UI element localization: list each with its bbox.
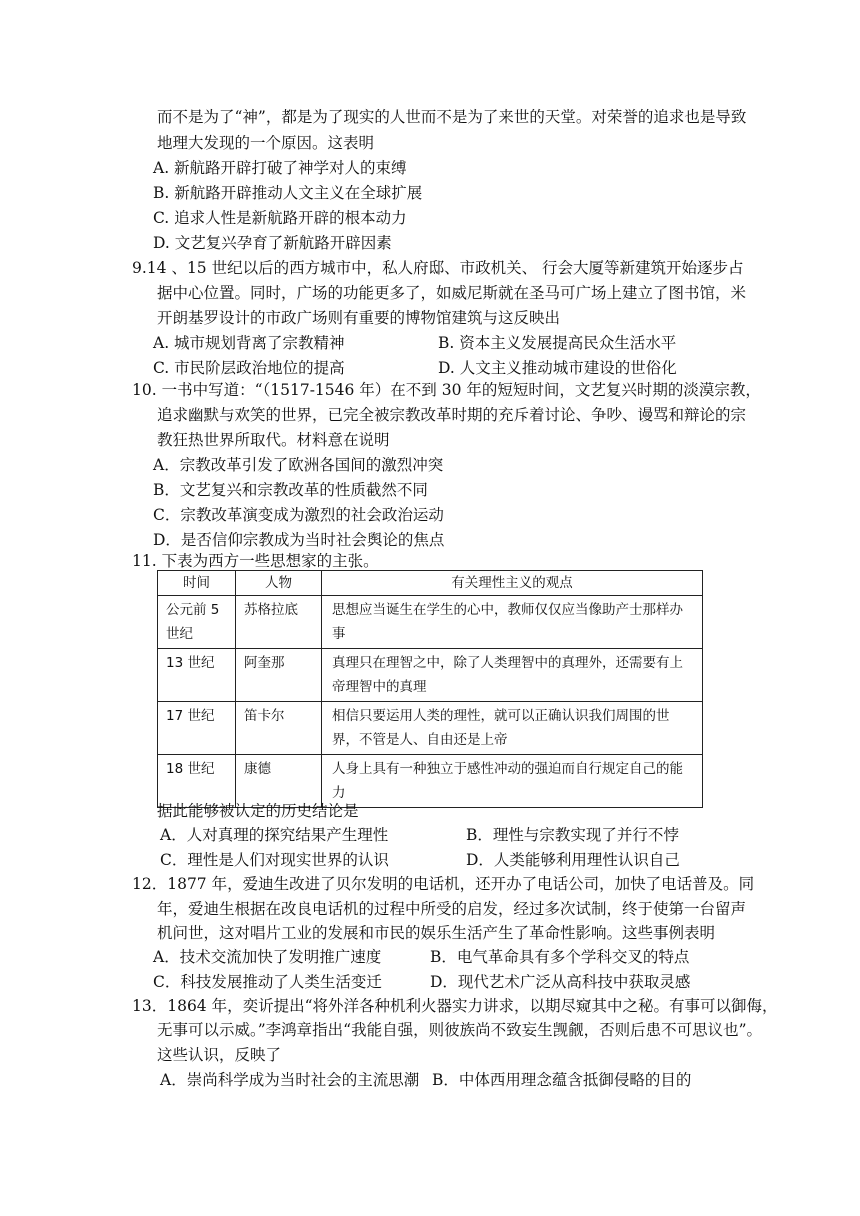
q11-option-a: A．人对真理的探究结果产生理性 (160, 826, 389, 844)
cell-time: 17 世纪 (158, 702, 236, 755)
thinkers-table (157, 570, 703, 808)
q13-stem-line-2: 无事可以示威。”李鸿章指出“我能自强，则彼族尚不致妄生觊觎，否则后患不可思议也”。 (157, 1021, 763, 1039)
q10-option-b: B．文艺复兴和宗教改革的性质截然不同 (153, 481, 428, 499)
q9-stem-line-2: 据中心位置。同时，广场的功能更多了，如威尼斯就在圣马可广场上建立了图书馆，米 (157, 284, 747, 302)
q11-follow-up: 据此能够被认定的历史结论是 (157, 802, 359, 820)
q10-option-a: A．宗教改革引发了欧洲各国间的激烈冲突 (153, 456, 444, 474)
column-header-time: 时间 (158, 571, 236, 596)
q8-stem-line-1: 而不是为了“神”，都是为了现实的人世而不是为了来世的天堂。对荣誉的追求也是导致 (157, 108, 747, 126)
q9-option-c: C. 市民阶层政治地位的提高 (153, 359, 345, 377)
column-header-view: 有关理性主义的观点 (322, 571, 703, 596)
q12-option-c: C．科技发展推动了人类生活变迁 (153, 973, 382, 991)
q9-option-b: B. 资本主义发展提高民众生活水平 (438, 334, 677, 352)
q12-option-b: B．电气革命具有多个学科交叉的特点 (430, 948, 690, 966)
table-header-row (158, 571, 703, 596)
cell-person: 阿奎那 (236, 649, 322, 702)
cell-time: 公元前 5 世纪 (158, 596, 236, 649)
q8-option-b: B. 新航路开辟推动人文主义在全球扩展 (153, 184, 423, 202)
q12-stem-line-1: 12．1877 年，爱迪生改进了贝尔发明的电话机，还开办了电话公司，加快了电话普及。同 (132, 875, 755, 893)
q12-stem-line-3: 机问世，这对唱片工业的发展和市民的娱乐生活产生了革命性影响。这些事例表明 (157, 924, 716, 942)
q8-option-d: D. 文艺复兴孕育了新航路开辟因素 (153, 234, 392, 252)
q11-stem: 11. 下表为西方一些思想家的主张。 (132, 552, 379, 570)
cell-view: 真理只在理智之中，除了人类理智中的真理外，还需要有上帝理智中的真理 (322, 649, 703, 702)
q11-option-d: D．人类能够利用理性认识自己 (466, 851, 680, 869)
q9-stem-line-3: 开朗基罗设计的市政广场则有重要的博物馆建筑与这反映出 (157, 309, 561, 327)
table-row (158, 649, 703, 702)
cell-view: 思想应当诞生在学生的心中，教师仅仅应当像助产士那样办事 (322, 596, 703, 649)
q11-option-c: C．理性是人们对现实世界的认识 (160, 851, 389, 869)
cell-time: 13 世纪 (158, 649, 236, 702)
cell-person: 苏格拉底 (236, 596, 322, 649)
column-header-person: 人物 (236, 571, 322, 596)
q10-option-c: C．宗教改革演变成为激烈的社会政治运动 (153, 506, 444, 524)
q13-option-a: A．崇尚科学成为当时社会的主流思潮 (160, 1071, 420, 1089)
q13-option-b: B．中体西用理念蕴含抵御侵略的目的 (432, 1071, 692, 1089)
q10-stem-line-3: 教狂热世界所取代。材料意在说明 (157, 431, 390, 449)
q8-option-c: C. 追求人性是新航路开辟的根本动力 (153, 209, 407, 227)
cell-time: 18 世纪 (158, 755, 236, 808)
q9-option-d: D. 人文主义推动城市建设的世俗化 (438, 359, 677, 377)
table-row (158, 755, 703, 808)
q13-stem-line-1: 13．1864 年，奕䜣提出“将外洋各种机利火器实力讲求，以期尽窥其中之秘。有事可以御侮， (132, 997, 778, 1015)
q12-stem-line-2: 年，爱迪生根据在改良电话机的过程中所受的启发，经过多次试制，终于使第一台留声 (157, 900, 747, 918)
q8-stem-line-2: 地理大发现的一个原因。这表明 (157, 134, 375, 152)
q12-option-d: D．现代艺术广泛从高科技中获取灵感 (430, 973, 691, 991)
q8-option-a: A. 新航路开辟打破了神学对人的束缚 (153, 159, 407, 177)
table-row (158, 702, 703, 755)
q9-option-a: A. 城市规划背离了宗教精神 (153, 334, 345, 352)
q13-stem-line-3: 这些认识，反映了 (157, 1046, 282, 1064)
q10-stem-line-2: 追求幽默与欢笑的世界，已完全被宗教改革时期的充斥着讨论、争吵、谩骂和辩论的宗 (157, 406, 747, 424)
table-row (158, 596, 703, 649)
cell-person: 康德 (236, 755, 322, 808)
cell-view: 相信只要运用人类的理性，就可以正确认识我们周围的世界，不管是人、自由还是上帝 (322, 702, 703, 755)
q11-option-b: B．理性与宗教实现了并行不悖 (466, 826, 679, 844)
q12-option-a: A．技术交流加快了发明推广速度 (153, 948, 382, 966)
q10-option-d: D．是否信仰宗教成为当时社会舆论的焦点 (153, 531, 445, 549)
cell-person: 笛卡尔 (236, 702, 322, 755)
q9-stem-line-1: 9.14 、15 世纪以后的西方城市中，私人府邸、市政机关、 行会大厦等新建筑开始逐步占 (132, 259, 744, 277)
q10-stem-line-1: 10. 一书中写道：“（1517-1546 年）在不到 30 年的短短时间，文艺复兴时期的淡漠宗教， (132, 381, 761, 399)
cell-view: 人身上具有一种独立于感性冲动的强迫而自行规定自己的能力 (322, 755, 703, 808)
